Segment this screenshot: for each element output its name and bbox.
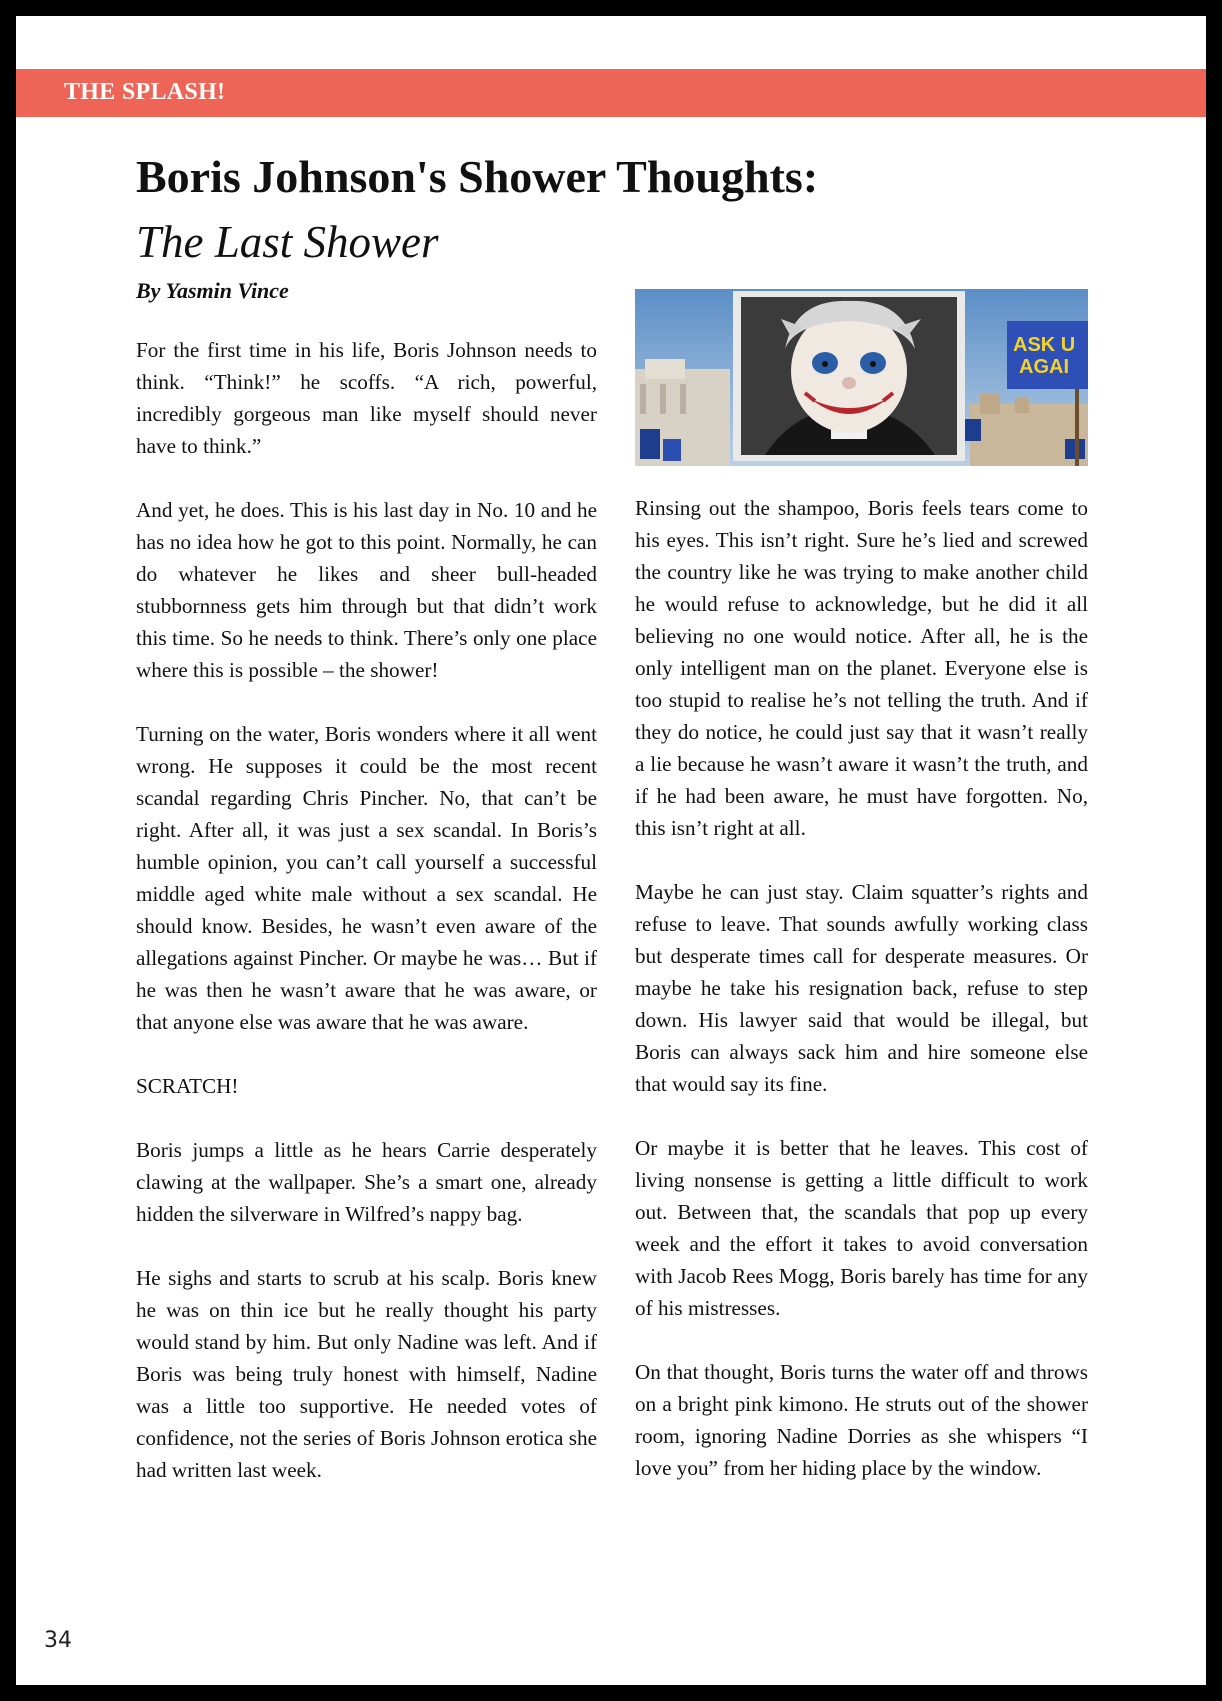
clown-face-placard-photo	[635, 289, 1088, 466]
section-banner	[16, 69, 1206, 117]
paragraph: Turning on the water, Boris wonders where it all went wrong. He supposes it could be the most recent scandal regarding Chris Pincher. No, that can’t be right. After all, it was just a sex scandal. In Boris’s humble opinion, you can’t call yourself a successful middle aged white male without a sex scandal. He should know. Besides, he wasn’t even aware of the allegations against Pincher. Or maybe he was… But if he was then he wasn’t aware that he was aware, or that anyone else was aware that he was aware.	[136, 722, 597, 1034]
paragraph: Or maybe it is better that he leaves. This cost of living nonsense is getting a little difficult to work out. Between that, the scandals that pop up every week and the effort it takes to avoid conversation with Jacob Rees Mogg, Boris barely has time for any of his mistresses.	[635, 1136, 1088, 1320]
article-byline: By Yasmin Vince	[136, 278, 289, 303]
left-column	[136, 334, 597, 1518]
magazine-page	[16, 16, 1206, 1685]
paragraph: Maybe he can just stay. Claim squatter’s rights and refuse to leave. That sounds awfully working class but desperate times call for desperate measures. Or maybe he take his resignation back, refuse to step down. His lawyer said that would be illegal, but Boris can always sack him and hire someone else that would say its fine.	[635, 880, 1088, 1096]
paragraph: And yet, he does. This is his last day in No. 10 and he has no idea how he got to this point. Normally, he can do whatever he likes and sheer bull-headed stubbornness gets him through but that didn’t work this time. So he needs to think. There’s only one place where this is possible – the shower!	[136, 498, 597, 682]
page-number: 34	[44, 1628, 72, 1653]
paragraph: Boris jumps a little as he hears Carrie desperately clawing at the wallpaper. She’s a smart one, already hidden the silverware in Wilfred’s nappy bag.	[136, 1138, 597, 1226]
paragraph: For the first time in his life, Boris Johnson needs to think. “Think!” he scoffs. “A rich, powerful, incredibly gorgeous man like myself should never have to think.”	[136, 338, 597, 458]
paragraph: On that thought, Boris turns the water off and throws on a bright pink kimono. He struts out of the shower room, ignoring Nadine Dorries as she whispers “I love you” from her hiding place by the window.	[635, 1360, 1088, 1480]
article-subtitle: The Last Shower	[136, 217, 439, 267]
article-title: Boris Johnson's Shower Thoughts:	[136, 151, 819, 202]
svg-text:AGAI: AGAI	[1019, 356, 1069, 378]
right-column	[635, 492, 1088, 1516]
paragraph: SCRATCH!	[136, 1074, 239, 1098]
paragraph: Rinsing out the shampoo, Boris feels tears come to his eyes. This isn’t right. Sure he’s lied and screwed the country like he was trying to make another child he would refuse to acknowledge, but he did it all believing no one would notice. After all, he is the only intelligent man on the planet. Everyone else is too stupid to realise he’s not telling the truth. And if they do notice, he could just say that it wasn’t really a lie because he wasn’t aware it wasn’t the truth, and if he had been aware, he must have forgotten. No, this isn’t right at all.	[635, 496, 1088, 840]
section-label: THE SPLASH!	[64, 79, 226, 105]
sign-text: ASK U	[1013, 334, 1076, 356]
paragraph: He sighs and starts to scrub at his scalp. Boris knew he was on thin ice but he really thought his party would stand by him. But only Nadine was left. And if Boris was being truly honest with himself, Nadine was a little too supportive. He needed votes of confidence, not the series of Boris Johnson erotica she had written last week.	[136, 1266, 597, 1482]
